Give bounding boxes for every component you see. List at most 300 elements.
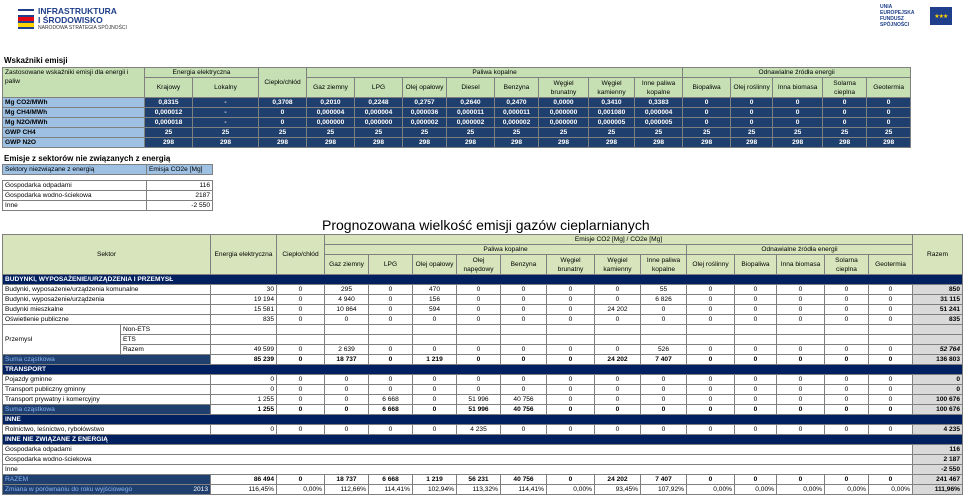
cell-value: 0 <box>369 345 413 355</box>
cell-value: 0 <box>277 315 325 325</box>
cell-value: 0 <box>369 375 413 385</box>
cell-value: 0 <box>547 295 595 305</box>
cell-value: 25 <box>193 128 259 138</box>
row-label: Transport publiczny gminny <box>3 385 211 395</box>
cell-value: 0 <box>277 385 325 395</box>
cell-value: 0,00% <box>777 485 825 495</box>
col-heat: Ciepło/chłód <box>259 68 307 98</box>
cell-value: 0 <box>825 305 869 315</box>
cell-value: 0 <box>869 375 913 385</box>
cell-value <box>825 325 869 335</box>
table-row <box>3 315 963 325</box>
cell-value: 0 <box>369 285 413 295</box>
cell-value: 0 <box>595 425 641 435</box>
cell-value: 1 255 <box>211 395 277 405</box>
cell-value: 0 <box>869 385 913 395</box>
cell-value: 298 <box>193 138 259 148</box>
cell-value: 298 <box>589 138 635 148</box>
cell-value: 298 <box>731 138 773 148</box>
row-total: 0 <box>913 375 963 385</box>
col-header: Biopaliwa <box>735 255 777 275</box>
col-header: Węgiel kamienny <box>589 78 635 98</box>
col-emission: Emisja CO2e [Mg] <box>147 165 213 175</box>
col-header: LPG <box>355 78 403 98</box>
cell-value: 0 <box>369 305 413 315</box>
cell-value: 0 <box>457 305 501 315</box>
cell-value: 0,00% <box>735 485 777 495</box>
col-header: Węgiel brunatny <box>539 78 589 98</box>
col-header: Lokalny <box>193 78 259 98</box>
cell-value: 0 <box>735 375 777 385</box>
cell-value: 0,2470 <box>495 98 539 108</box>
cell-value: 0,000002 <box>403 118 447 128</box>
table-row <box>3 445 963 455</box>
header-row <box>3 165 213 175</box>
cell-value: 25 <box>823 128 867 138</box>
cell-value: 40 756 <box>501 475 547 485</box>
flag-icon <box>18 9 34 29</box>
col-total: Razem <box>913 235 963 275</box>
cell-value: 0,00% <box>277 485 325 495</box>
cell-value <box>413 325 457 335</box>
cell-value: 0 <box>867 98 911 108</box>
forecast-table <box>2 234 963 495</box>
col-heat: Ciepło/chłód <box>277 235 325 275</box>
cell-value: 298 <box>355 138 403 148</box>
table-row <box>3 425 963 435</box>
cell-value: 0 <box>641 425 687 435</box>
row-label: Mg N2O/MWh <box>3 118 145 128</box>
group-renew: Odnawialne źródła energii <box>683 68 911 78</box>
cell-value: 470 <box>413 285 457 295</box>
cell-value: 0,000000 <box>355 118 403 128</box>
cell-value: 0 <box>501 385 547 395</box>
cell-value: 18 737 <box>325 355 369 365</box>
cell-value: 0 <box>687 395 735 405</box>
cell-value: 0 <box>501 355 547 365</box>
cell-value: 0 <box>869 475 913 485</box>
row-value: 116 <box>147 181 213 191</box>
cell-value: 0 <box>869 395 913 405</box>
cell-value: 114,41% <box>501 485 547 495</box>
cell-value: 6 668 <box>369 395 413 405</box>
cell-value <box>277 325 325 335</box>
forecast-title: Prognozowana wielkość emisji gazów cieplarnianych <box>322 217 650 233</box>
cell-value: 0 <box>325 375 369 385</box>
cell-value: 0 <box>687 405 735 415</box>
cell-value: 0 <box>825 295 869 305</box>
cell-value: 0 <box>687 475 735 485</box>
cell-value: 24 202 <box>595 355 641 365</box>
cell-value <box>595 325 641 335</box>
cell-value: 55 <box>641 285 687 295</box>
cell-value <box>641 325 687 335</box>
row-total: 136 803 <box>913 355 963 365</box>
cell-value: 298 <box>495 138 539 148</box>
row-total <box>913 325 963 335</box>
cell-value: - <box>193 98 259 108</box>
cell-value: 0 <box>547 395 595 405</box>
col-header: Gaz ziemny <box>325 255 369 275</box>
cell-value: 0 <box>501 315 547 325</box>
sub-label: ETS <box>121 335 211 345</box>
table-row <box>3 335 963 345</box>
cell-value: 0 <box>735 425 777 435</box>
cell-value: 0 <box>825 405 869 415</box>
cell-value: 0 <box>457 345 501 355</box>
subtotal-label: Suma cząstkowa <box>3 355 211 365</box>
cell-value <box>777 325 825 335</box>
cell-value: 0,000002 <box>447 118 495 128</box>
col-header: Solarna cieplna <box>823 78 867 98</box>
cell-value: 0 <box>823 118 867 128</box>
cell-value: 0 <box>457 315 501 325</box>
cell-value: 0 <box>735 295 777 305</box>
logo-title-1: INFRASTRUKTURA <box>38 6 117 16</box>
cell-value: 0 <box>501 295 547 305</box>
cell-value: 0,000000 <box>307 118 355 128</box>
cell-value: 0 <box>777 315 825 325</box>
table-row <box>3 181 213 191</box>
cell-value: 594 <box>413 305 457 315</box>
cell-value: 0 <box>595 295 641 305</box>
cell-value: 0 <box>277 355 325 365</box>
table-row <box>3 118 911 128</box>
cell-value: 0 <box>211 375 277 385</box>
change-row <box>3 485 963 495</box>
cell-value: 0 <box>595 385 641 395</box>
cell-value: 114,41% <box>369 485 413 495</box>
cell-value: 116,45% <box>211 485 277 495</box>
cell-value: 298 <box>867 138 911 148</box>
cell-value: 298 <box>683 138 731 148</box>
cell-value: 0 <box>413 395 457 405</box>
cell-value: 0 <box>777 305 825 315</box>
cell-value: 15 581 <box>211 305 277 315</box>
cell-value: 0 <box>867 118 911 128</box>
cell-value: 0,2248 <box>355 98 403 108</box>
cell-value: 0 <box>777 355 825 365</box>
cell-value: 113,32% <box>457 485 501 495</box>
cell-value: 0 <box>277 285 325 295</box>
sector-label: Sektor <box>3 235 211 275</box>
cell-value: 0 <box>777 395 825 405</box>
cell-value: 0 <box>369 355 413 365</box>
cell-value: 0,2010 <box>307 98 355 108</box>
row-total: 100 676 <box>913 395 963 405</box>
cell-value: 0 <box>277 475 325 485</box>
cell-value: 0 <box>277 395 325 405</box>
cell-value: 24 202 <box>595 475 641 485</box>
cell-value <box>211 325 277 335</box>
col-header: Geotermia <box>867 78 911 98</box>
cell-value <box>735 335 777 345</box>
table-row <box>3 325 963 335</box>
cell-value: 0 <box>869 305 913 315</box>
cell-value: 25 <box>683 128 731 138</box>
emission-factors-table <box>2 67 911 148</box>
cell-value: 0 <box>731 118 773 128</box>
cell-value: 0 <box>869 355 913 365</box>
cell-value: 25 <box>307 128 355 138</box>
cell-value: 0,000005 <box>589 118 635 128</box>
cell-value: 0,000036 <box>403 108 447 118</box>
cell-value: 0,000005 <box>635 118 683 128</box>
cell-value: 0 <box>595 375 641 385</box>
cell-value: 0 <box>325 405 369 415</box>
cell-value: 25 <box>773 128 823 138</box>
cell-value: 49 599 <box>211 345 277 355</box>
cell-value: 0 <box>683 108 731 118</box>
col-header: Węgiel kamienny <box>595 255 641 275</box>
cell-value: 0 <box>777 295 825 305</box>
section-title-emission-factors: Wskaźniki emisji <box>4 56 68 65</box>
table-row <box>3 385 963 395</box>
cell-value <box>277 335 325 345</box>
section-header-row <box>3 435 963 445</box>
cell-value: 0 <box>825 425 869 435</box>
row-total: 2 187 <box>913 455 963 465</box>
cell-value: 1 219 <box>413 475 457 485</box>
cell-value: 0 <box>369 315 413 325</box>
cell-value: 0 <box>777 375 825 385</box>
cell-value: 0 <box>825 375 869 385</box>
cell-value <box>369 335 413 345</box>
cell-value: 0 <box>277 305 325 315</box>
table-row <box>3 201 213 211</box>
cell-value: 0 <box>687 385 735 395</box>
header-row-unit <box>3 235 963 245</box>
cell-value: 0 <box>413 385 457 395</box>
cell-value: 156 <box>413 295 457 305</box>
cell-value: 0 <box>735 355 777 365</box>
col-header: Solarna cieplna <box>825 255 869 275</box>
cell-value: 18 737 <box>325 475 369 485</box>
cell-value: 0 <box>457 385 501 395</box>
cell-value: 0 <box>547 475 595 485</box>
cell-value: 0 <box>641 375 687 385</box>
row-label-przemysl: Przemysł <box>3 325 121 355</box>
section-header-row <box>3 365 963 375</box>
row-total: 0 <box>913 385 963 395</box>
cell-value: 0 <box>641 315 687 325</box>
cell-value <box>595 335 641 345</box>
cell-value: 0 <box>369 295 413 305</box>
row-label: GWP CH4 <box>3 128 145 138</box>
cell-value: 0 <box>777 405 825 415</box>
row-label: Pojazdy gminne <box>3 375 211 385</box>
col-header: Węgiel brunatny <box>547 255 595 275</box>
cell-value: 0 <box>825 285 869 295</box>
cell-value: 25 <box>447 128 495 138</box>
group-renew: Odnawialne źródła energii <box>687 245 913 255</box>
cell-value: 0 <box>211 425 277 435</box>
cell-value: 0,0000 <box>539 98 589 108</box>
cell-value: 0,000012 <box>145 108 193 118</box>
col-header: Benzyna <box>495 78 539 98</box>
cell-value: 0 <box>687 285 735 295</box>
cell-value: 0 <box>683 98 731 108</box>
col-header: Olej opałowy <box>413 255 457 275</box>
cell-value: 0,00% <box>687 485 735 495</box>
cell-value: 0 <box>867 108 911 118</box>
cell-value: 0 <box>413 375 457 385</box>
cell-value: 0 <box>547 405 595 415</box>
col-header: Olej opałowy <box>403 78 447 98</box>
row-label: Inne <box>3 201 147 211</box>
col-header: Inna biomasa <box>773 78 823 98</box>
cell-value: 0,000000 <box>539 108 589 118</box>
cell-value: 0 <box>777 285 825 295</box>
subtotal-label: Suma cząstkowa <box>3 405 211 415</box>
row-label: Budynki mieszkalne <box>3 305 211 315</box>
cell-value: 10 864 <box>325 305 369 315</box>
cell-value: 0 <box>687 345 735 355</box>
col-header: Inna biomasa <box>777 255 825 275</box>
change-label <box>3 485 211 495</box>
cell-value: 0 <box>825 395 869 405</box>
cell-value: 0 <box>869 295 913 305</box>
cell-value: 0 <box>773 108 823 118</box>
cell-value <box>211 335 277 345</box>
subtotal-row <box>3 355 963 365</box>
row-total: 116 <box>913 445 963 455</box>
cell-value: 295 <box>325 285 369 295</box>
sub-label: Razem <box>121 345 211 355</box>
cell-value: 0 <box>735 315 777 325</box>
corner-label: Zastosowane wskaźniki emisji dla energii i paliw <box>3 68 145 98</box>
cell-value: 0,000011 <box>495 108 539 118</box>
cell-value: 2 639 <box>325 345 369 355</box>
cell-value: 298 <box>145 138 193 148</box>
logo-infrastruktura <box>18 3 168 35</box>
cell-value: 0,3410 <box>589 98 635 108</box>
cell-value: 4 235 <box>457 425 501 435</box>
cell-value: 0 <box>869 405 913 415</box>
logo-subtitle: NARODOWA STRATEGIA SPÓJNOŚCI <box>38 25 127 31</box>
cell-value: 0 <box>277 295 325 305</box>
cell-value <box>325 325 369 335</box>
row-total: -2 550 <box>913 465 963 475</box>
eu-text-2: FUNDUSZ SPÓJNOŚCI <box>880 16 910 28</box>
cell-value: 0,000000 <box>539 118 589 128</box>
cell-value <box>687 325 735 335</box>
cell-value <box>777 335 825 345</box>
cell-value: 0,001080 <box>589 108 635 118</box>
cell-value: 51 996 <box>457 405 501 415</box>
base-year: 2013 <box>193 486 208 493</box>
cell-value: 0 <box>823 108 867 118</box>
cell-value: 0 <box>687 305 735 315</box>
cell-value: 24 202 <box>595 305 641 315</box>
cell-value <box>869 335 913 345</box>
cell-value: 0 <box>687 295 735 305</box>
total-label: RAZEM <box>3 475 211 485</box>
cell-value: 25 <box>867 128 911 138</box>
col-sector: Sektory niezwiązane z energią <box>3 165 147 175</box>
row-total: 52 764 <box>913 345 963 355</box>
cell-value: 0,000004 <box>635 108 683 118</box>
row-label: Budynki, wyposażenie/urządzenia komunalne <box>3 285 211 295</box>
cell-value: 0 <box>869 285 913 295</box>
cell-value: 0 <box>773 118 823 128</box>
cell-value: 0 <box>687 375 735 385</box>
cell-value: 0 <box>825 475 869 485</box>
cell-value: 0 <box>869 315 913 325</box>
table-row <box>3 305 963 315</box>
table-row <box>3 128 911 138</box>
row-total <box>913 335 963 345</box>
cell-value <box>457 335 501 345</box>
cell-value: 0 <box>457 285 501 295</box>
cell-value: 0 <box>735 305 777 315</box>
cell-value: 0 <box>277 345 325 355</box>
group-fossil: Paliwa kopalne <box>307 68 683 78</box>
cell-value: 298 <box>635 138 683 148</box>
cell-value: 19 194 <box>211 295 277 305</box>
cell-value <box>369 325 413 335</box>
cell-value: 0 <box>259 108 307 118</box>
cell-value <box>547 325 595 335</box>
row-label: Rolnictwo, leśnictwo, rybołówstwo <box>3 425 211 435</box>
cell-value <box>325 335 369 345</box>
cell-value: 0 <box>413 315 457 325</box>
cell-value: 112,66% <box>325 485 369 495</box>
col-header: Olej roślinny <box>731 78 773 98</box>
cell-value: 0 <box>413 425 457 435</box>
row-total: 100 676 <box>913 405 963 415</box>
cell-value <box>825 335 869 345</box>
cell-value: 0 <box>777 425 825 435</box>
cell-value: 0 <box>641 305 687 315</box>
cell-value: 40 756 <box>501 395 547 405</box>
cell-value: 0 <box>825 315 869 325</box>
table-row <box>3 465 963 475</box>
cell-value: 0 <box>735 285 777 295</box>
cell-value: 0 <box>325 395 369 405</box>
col-header: Benzyna <box>501 255 547 275</box>
cell-value: 0 <box>501 285 547 295</box>
cell-value: 6 668 <box>369 405 413 415</box>
cell-value: 102,94% <box>413 485 457 495</box>
cell-value: 0,00% <box>825 485 869 495</box>
cell-value <box>687 335 735 345</box>
section-title-non-energy: Emisje z sektorów nie związanych z energią <box>4 154 171 163</box>
row-value: 2187 <box>147 191 213 201</box>
row-total: 31 115 <box>913 295 963 305</box>
eu-flag-icon: ★★★ <box>930 7 952 25</box>
table-row <box>3 138 911 148</box>
cell-value: 0 <box>731 98 773 108</box>
table-row <box>3 375 963 385</box>
col-header: Olej napędowy <box>457 255 501 275</box>
cell-value: 0,8315 <box>145 98 193 108</box>
cell-value: 298 <box>773 138 823 148</box>
row-value: -2 550 <box>147 201 213 211</box>
cell-value: 25 <box>355 128 403 138</box>
cell-value: - <box>193 108 259 118</box>
cell-value: 0 <box>687 315 735 325</box>
cell-value: 0 <box>547 385 595 395</box>
row-label: GWP N2O <box>3 138 145 148</box>
cell-value: 25 <box>403 128 447 138</box>
row-label: Gospodarka wodno-ściekowa <box>3 455 913 465</box>
cell-value: 4 940 <box>325 295 369 305</box>
table-row <box>3 455 963 465</box>
group-fossil: Paliwa kopalne <box>325 245 687 255</box>
cell-value: 298 <box>447 138 495 148</box>
cell-value: 0 <box>735 475 777 485</box>
